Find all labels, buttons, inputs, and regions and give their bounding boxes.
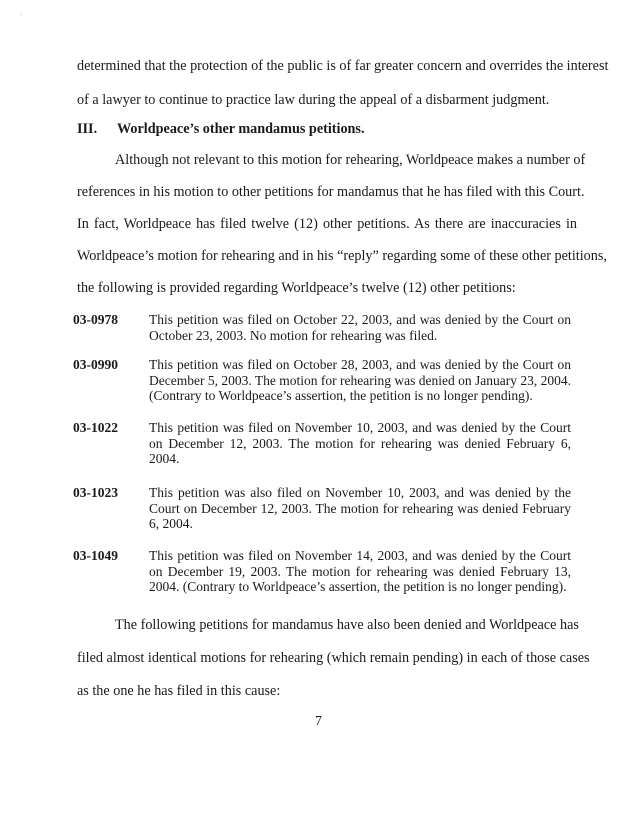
body-line: filed almost identical motions for rehearing (which remain pending) in each of those cases	[77, 650, 590, 666]
section-heading	[77, 121, 365, 138]
body-line: Worldpeace’s motion for rehearing and in his “reply” regarding some of these other petitions,	[77, 248, 607, 264]
scan-mark: °	[20, 12, 23, 20]
docket-number: 03-1022	[73, 420, 118, 435]
section-number: III.	[77, 121, 98, 137]
body-line: the following is provided regarding Worldpeace’s twelve (12) other petitions:	[77, 280, 516, 296]
petition-description: This petition was filed on November 14, 2003, and was denied by the Court on December 19, 2003. The motion for rehearing was denied February 13, 2004. (Contrary to Worldpeace’s assertion, the petition is no longer pending).	[149, 548, 571, 594]
page-number: 7	[315, 713, 322, 728]
petition-description: This petition was filed on October 28, 2003, and was denied by the Court on December 5, 2003. The motion for rehearing was denied on January 23, 2004. (Contrary to Worldpeace’s assertion, the petition is no longer pending).	[149, 357, 571, 403]
body-line: The following petitions for mandamus have also been denied and Worldpeace has	[115, 617, 579, 633]
petition-description: This petition was filed on October 22, 2003, and was denied by the Court on October 23, 2003. No motion for rehearing was filed.	[149, 312, 571, 343]
body-line: references in his motion to other petitions for mandamus that he has filed with this Court.	[77, 184, 585, 200]
petition-description: This petition was filed on November 10, 2003, and was denied by the Court on December 12, 2003. The motion for rehearing was denied February 6, 2004.	[149, 420, 571, 466]
body-line: determined that the protection of the public is of far greater concern and overrides the interest	[77, 58, 609, 74]
docket-number: 03-1023	[73, 485, 118, 500]
body-line: In fact, Worldpeace has filed twelve (12) other petitions. As there are inaccuracies in	[77, 216, 577, 232]
section-title: Worldpeace’s other mandamus petitions.	[117, 121, 365, 137]
body-line: Although not relevant to this motion for rehearing, Worldpeace makes a number of	[115, 152, 586, 168]
docket-number: 03-0978	[73, 312, 118, 327]
petition-description: This petition was also filed on November 10, 2003, and was denied by the Court on December 12, 2003. The motion for rehearing was denied February 6, 2004.	[149, 485, 571, 531]
docket-number: 03-1049	[73, 548, 118, 563]
body-line: of a lawyer to continue to practice law during the appeal of a disbarment judgment.	[77, 92, 550, 108]
body-line: as the one he has filed in this cause:	[77, 683, 281, 699]
docket-number: 03-0990	[73, 357, 118, 372]
